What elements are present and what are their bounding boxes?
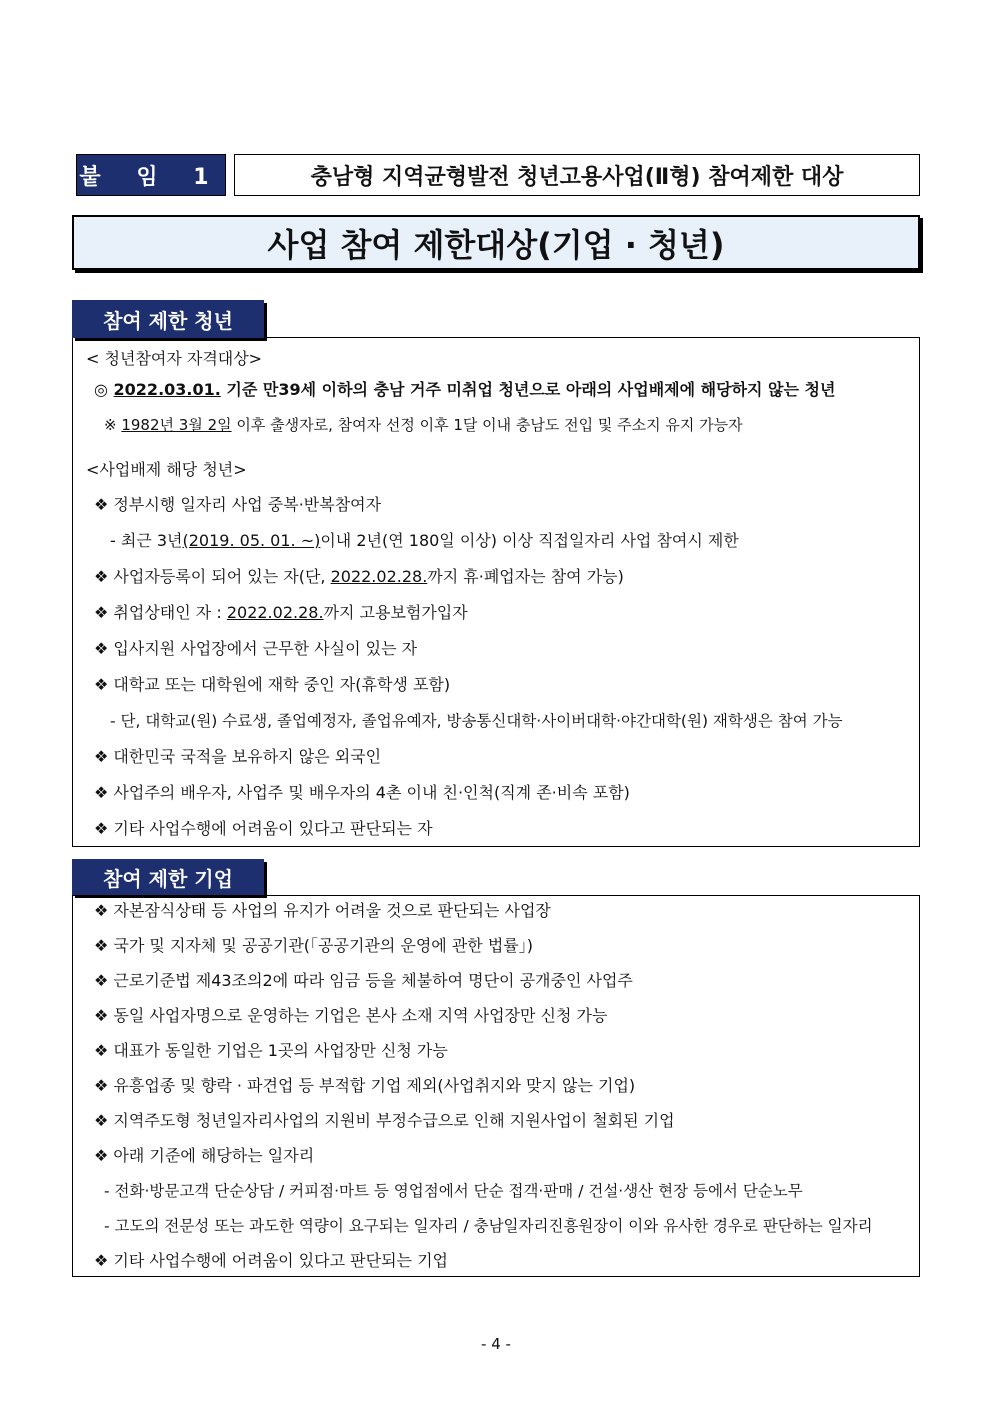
company-item: ❖ 자본잠식상태 등 사업의 유지가 어려울 것으로 판단되는 사업장 — [94, 901, 551, 920]
page-number: - 4 - — [481, 1335, 511, 1353]
company-item: ❖ 근로기준법 제43조의2에 따라 임금 등을 체불하여 명단이 공개중인 사업주 — [94, 971, 633, 990]
company-item: ❖ 지역주도형 청년일자리사업의 지원비 부정수급으로 인해 지원사업이 철회된 기업 — [94, 1111, 675, 1130]
company-item: ❖ 국가 및 지자체 및 공공기관(「공공기관의 운영에 관한 법률」) — [94, 936, 534, 955]
subitem-date: (2019. 05. 01. ~) — [182, 531, 321, 550]
item-text: 까지 휴·폐업자는 참여 가능) — [427, 567, 624, 586]
youth-section-tab: 참여 제한 청년 — [72, 300, 264, 338]
exclusion-item: ❖ 입사지원 사업장에서 근무한 사실이 있는 자 — [94, 639, 418, 658]
qualification-line-1 — [94, 380, 835, 400]
note-marker: ※ — [104, 416, 122, 434]
company-section-tab: 참여 제한 기업 — [72, 859, 264, 895]
exclusion-item — [94, 603, 468, 623]
youth-restriction-box — [72, 337, 920, 847]
page-title: 사업 참여 제한대상(기업 · 청년) — [72, 215, 920, 270]
subitem-text: - 최근 3년 — [110, 531, 183, 550]
exclusion-item — [94, 567, 624, 587]
exclusion-heading: <사업배제 해당 청년> — [86, 460, 247, 479]
company-item: ❖ 아래 기준에 해당하는 일자리 — [94, 1146, 315, 1165]
birth-date: 1982년 3월 2일 — [121, 416, 232, 434]
attachment-title: 충남형 지역균형발전 청년고용사업(Ⅱ형) 참여제한 대상 — [234, 154, 920, 196]
company-subitem: - 전화·방문고객 단순상담 / 커피점·마트 등 영업점에서 단순 접객·판매 / 건설·생산 현장 등에서 단순노무 — [104, 1182, 803, 1200]
item-date: 2022.02.28. — [330, 567, 428, 586]
company-item: ❖ 동일 사업자명으로 운영하는 기업은 본사 소재 지역 사업장만 신청 가능 — [94, 1006, 608, 1025]
qualification-heading: < 청년참여자 자격대상> — [86, 349, 263, 368]
qualification-text: 기준 만39세 이하의 충남 거주 미취업 청년으로 아래의 사업배제에 해당하지 않는 청년 — [220, 380, 836, 399]
base-date: 2022.03.01. — [113, 380, 221, 399]
item-text: ❖ 취업상태인 자 : — [94, 603, 227, 622]
note-text: 이후 출생자로, 참여자 선정 이후 1달 이내 충남도 전입 및 주소지 유지 가능자 — [231, 416, 743, 434]
qualification-marker: ◎ — [94, 380, 114, 399]
item-text: ❖ 사업자등록이 되어 있는 자(단, — [94, 567, 331, 586]
exclusion-item: ❖ 사업주의 배우자, 사업주 및 배우자의 4촌 이내 친·인척(직계 존·비속 포함) — [94, 783, 630, 802]
exclusion-item: ❖ 정부시행 일자리 사업 중복·반복참여자 — [94, 495, 382, 514]
attachment-label: 붙 임 1 — [76, 154, 226, 196]
exclusion-item: ❖ 대한민국 국적을 보유하지 않은 외국인 — [94, 747, 382, 766]
item-date: 2022.02.28. — [226, 603, 324, 622]
company-subitem: - 고도의 전문성 또는 과도한 역량이 요구되는 일자리 / 충남일자리진흥원장이 이와 유사한 경우로 판단하는 일자리 — [104, 1217, 873, 1235]
company-item: ❖ 대표가 동일한 기업은 1곳의 사업장만 신청 가능 — [94, 1041, 448, 1060]
company-item: ❖ 유흥업종 및 향락 · 파견업 등 부적합 기업 제외(사업취지와 맞지 않는 기업) — [94, 1076, 636, 1095]
exclusion-subitem: - 단, 대학교(원) 수료생, 졸업예정자, 졸업유예자, 방송통신대학·사이버대학·야간대학(원) 재학생은 참여 가능 — [110, 712, 843, 730]
exclusion-item: ❖ 기타 사업수행에 어려움이 있다고 판단되는 자 — [94, 819, 433, 838]
subitem-text: 이내 2년(연 180일 이상) 이상 직접일자리 사업 참여시 제한 — [320, 531, 739, 550]
qualification-line-2 — [104, 415, 743, 435]
company-item: ❖ 기타 사업수행에 어려움이 있다고 판단되는 기업 — [94, 1251, 448, 1270]
exclusion-subitem — [110, 531, 739, 551]
exclusion-item: ❖ 대학교 또는 대학원에 재학 중인 자(휴학생 포함) — [94, 675, 451, 694]
item-text: 까지 고용보험가입자 — [323, 603, 468, 622]
